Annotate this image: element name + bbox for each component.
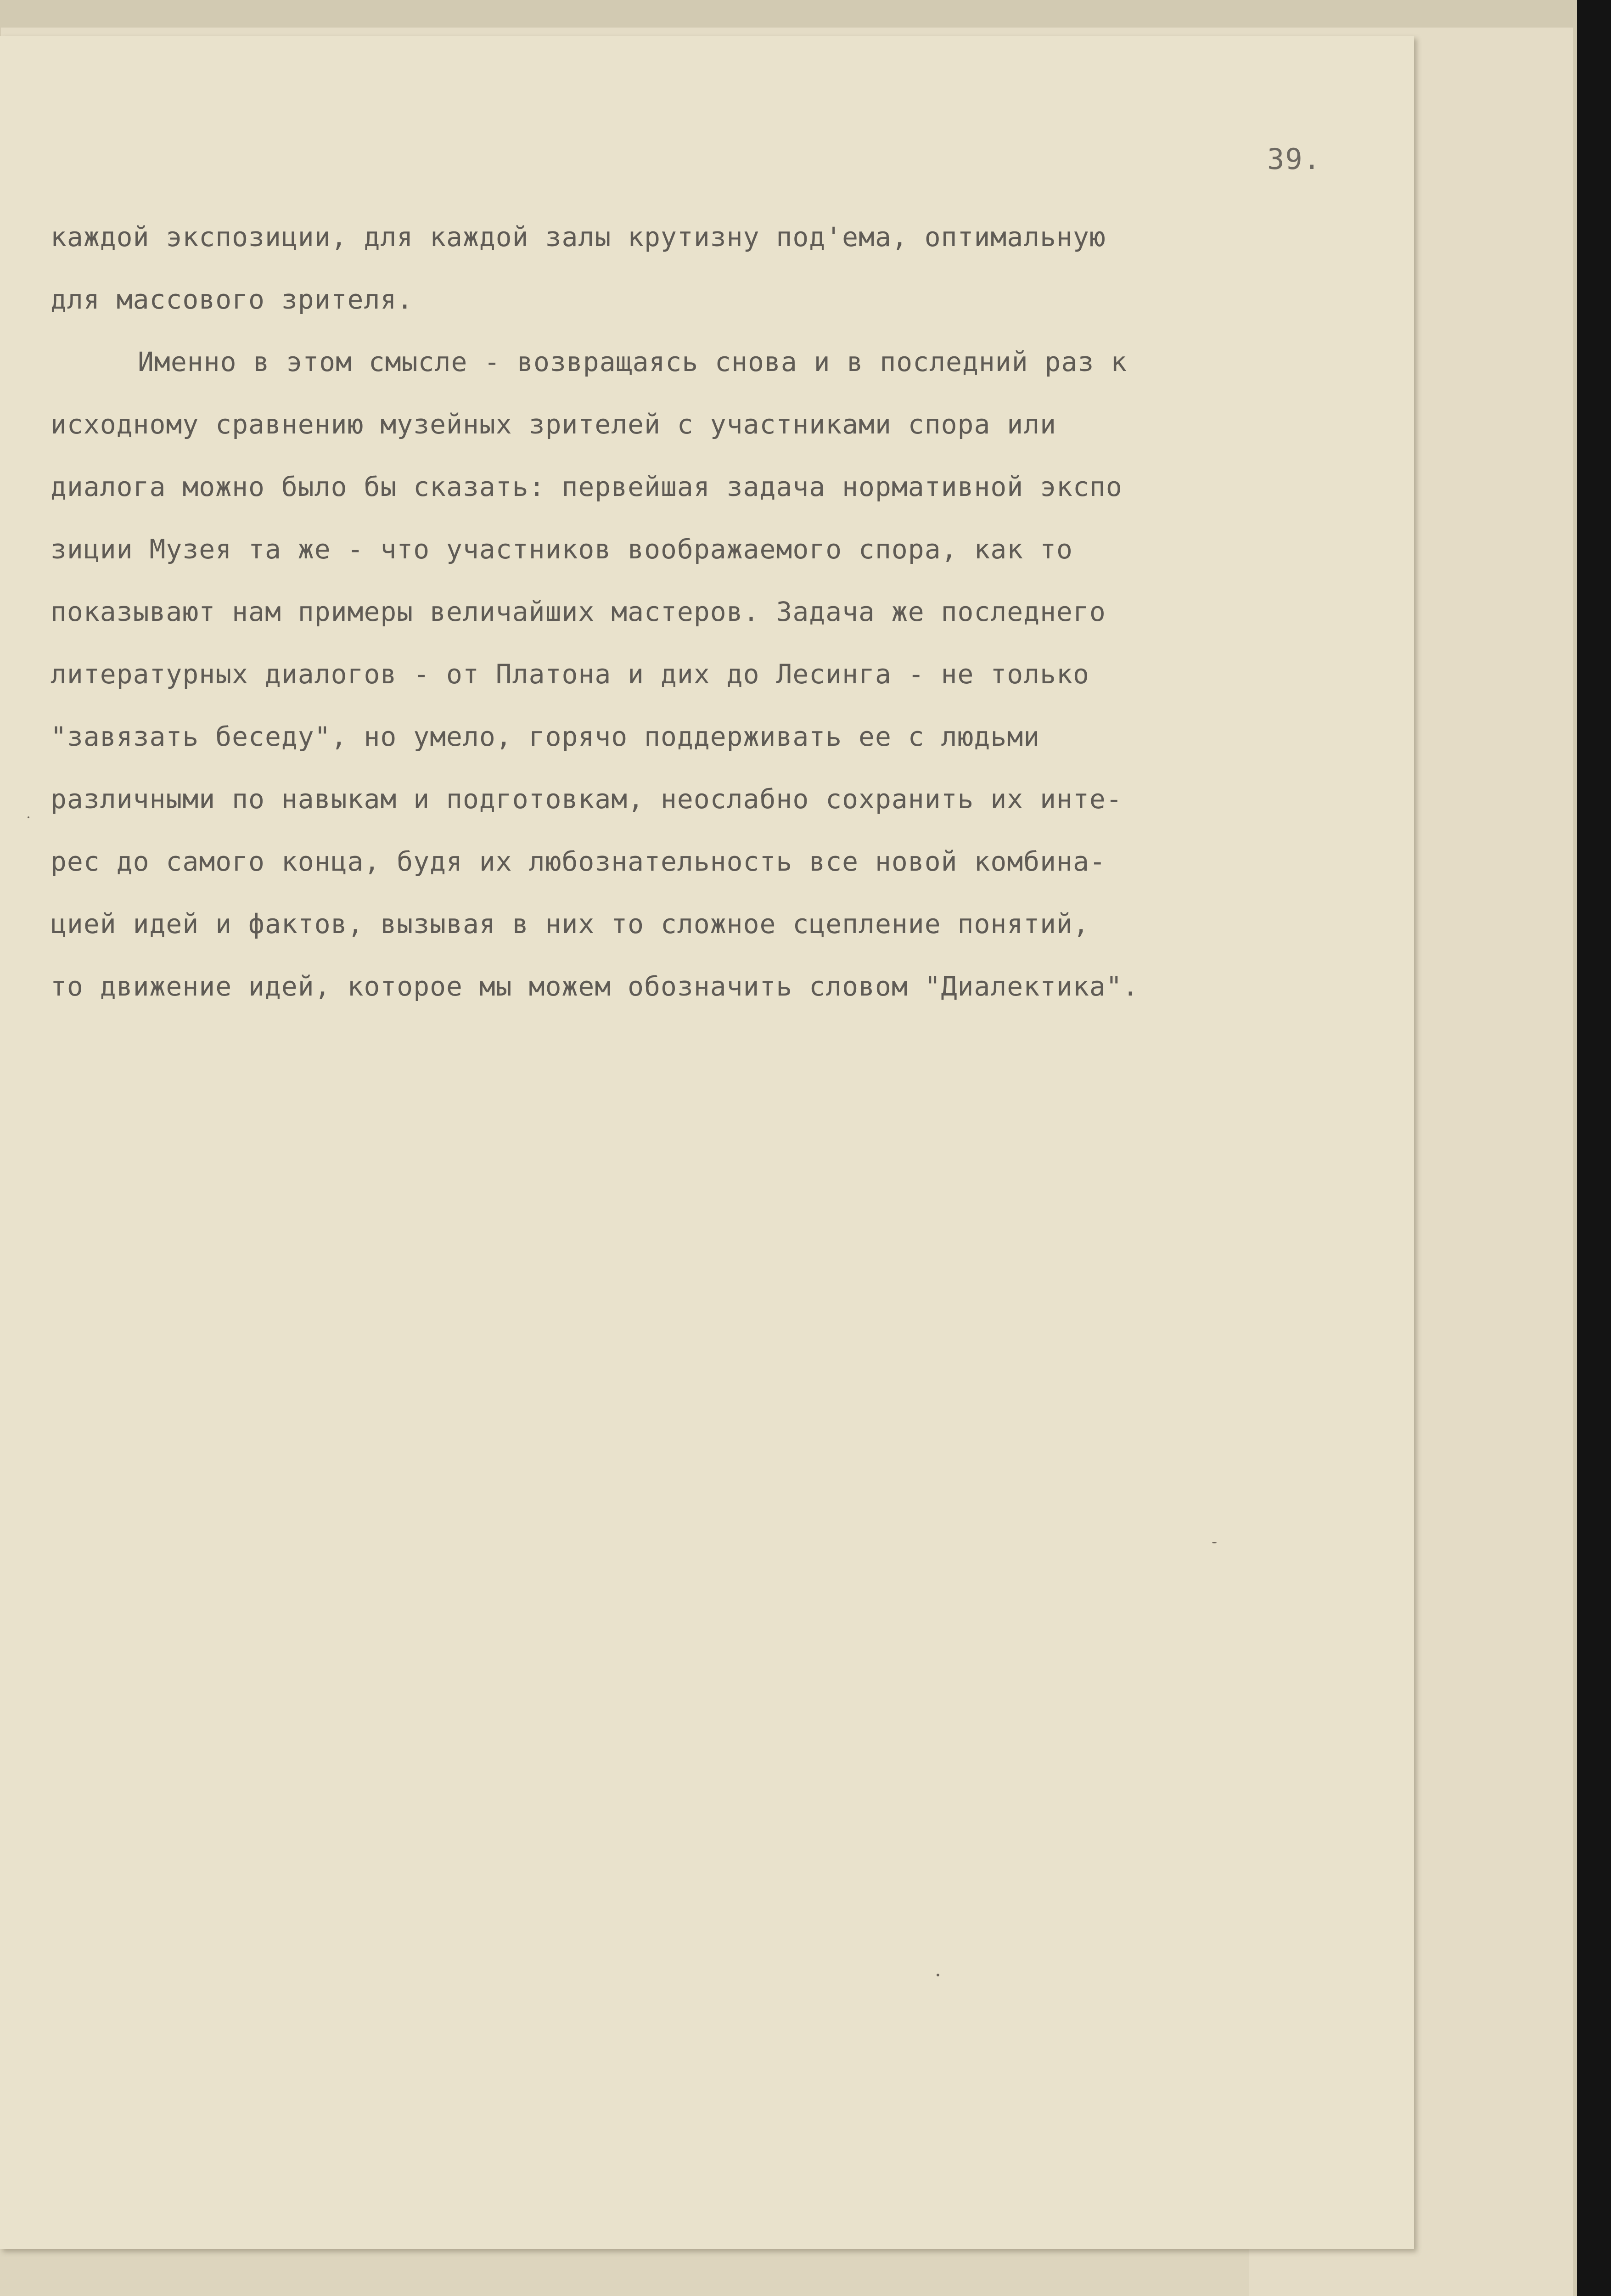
text-line-6: зиции Музея та же - что участников воображаемого спора, как то: [51, 534, 1073, 565]
text-line-5: диалога можно было бы сказать: первейшая задача нормативной экспо: [51, 471, 1123, 502]
text-line-12: цией идей и фактов, вызывая в них то сложное сцепление понятий,: [51, 908, 1089, 940]
text-line-1: каждой экспозиции, для каждой залы крутизну под'ема, оптимальную: [51, 221, 1106, 253]
text-line-4: исходному сравнению музейных зрителей с участниками спора или: [51, 409, 1057, 440]
text-line-3: Именно в этом смысле - возвращаясь снова и в последний раз к: [138, 346, 1128, 377]
text-line-8: литературных диалогов - от Платона и дих до Лесинга - не только: [51, 658, 1089, 690]
text-line-7: показывают нам примеры величайших мастеров. Задача же последнего: [51, 596, 1106, 627]
text-line-2: для массового зрителя.: [51, 284, 414, 315]
typed-page: [0, 36, 1414, 2249]
paper-speck: [28, 816, 29, 818]
paper-speck: [1212, 1542, 1217, 1543]
page-body: [51, 206, 1405, 1018]
paper-speck: [937, 1974, 939, 1976]
scanner-bed: [1577, 0, 1611, 2296]
text-line-13: то движение идей, которое мы можем обозначить словом "Диалектика".: [51, 971, 1139, 1002]
text-line-9: "завязать беседу", но умело, горячо поддерживать ее с людьми: [51, 721, 1040, 752]
page-number: 39.: [1267, 142, 1321, 176]
text-line-10: различными по навыкам и подготовкам, неослабно сохранить их инте-: [51, 783, 1123, 815]
text-line-11: рес до самого конца, будя их любознательность все новой комбина-: [51, 846, 1106, 877]
